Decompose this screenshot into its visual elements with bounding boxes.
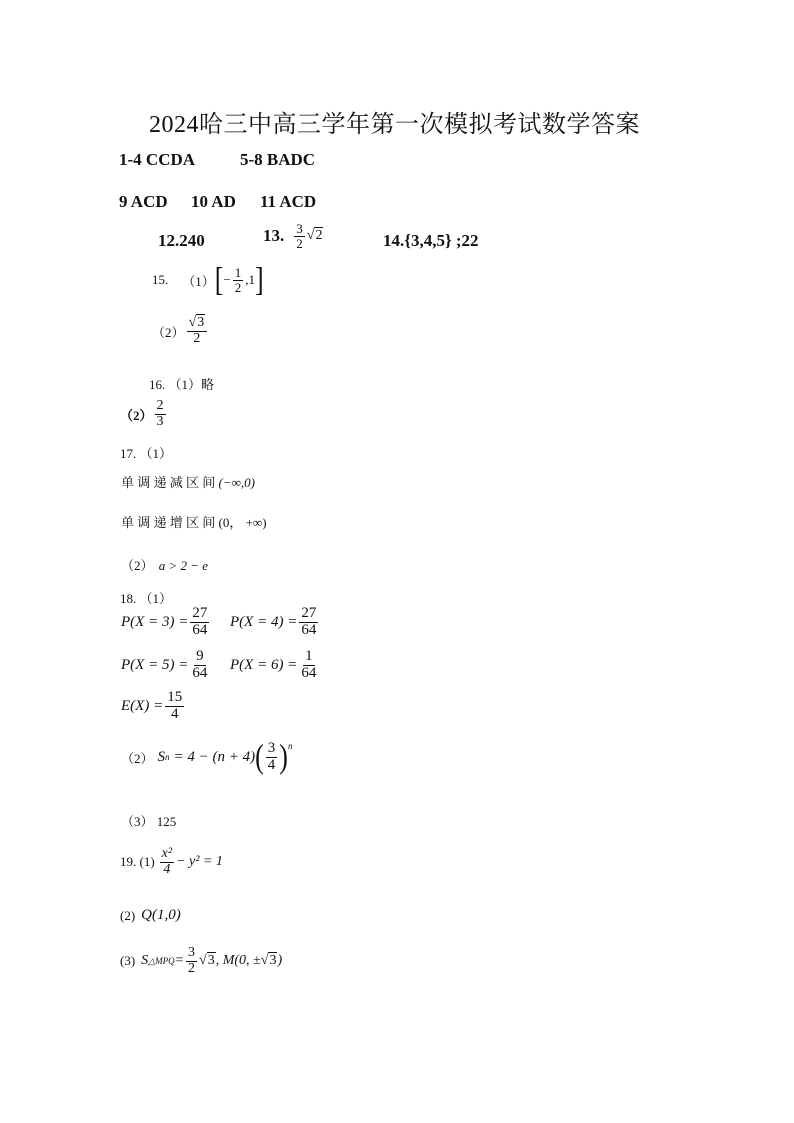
- answer-16-p2-num: 2: [156, 398, 164, 413]
- answer-18-p2-num: 3: [267, 740, 276, 756]
- answer-18-p2-mid: = 4 − (n + 4): [173, 748, 256, 765]
- answer-18-px4-lhs: P(X = 4) =: [230, 613, 298, 630]
- answer-18-px3-num: 27: [192, 605, 208, 621]
- answer-18-ex-lhs: E(X) =: [121, 697, 164, 714]
- answer-18-px5-den: 64: [192, 664, 208, 681]
- answer-19-p3-end: ): [277, 953, 283, 969]
- answer-13-label: 13.: [263, 226, 285, 246]
- answer-18-px3-den: 64: [192, 621, 208, 638]
- answer-17-inc-interval: (0， +∞): [218, 515, 267, 530]
- answer-19-p3-eq: =: [174, 953, 185, 969]
- answer-19-part2-label: (2): [120, 907, 136, 923]
- answer-17-part2-label: （2）: [121, 558, 154, 573]
- answer-17-part2-expr: a > 2 − e: [158, 558, 209, 573]
- answer-18-px3-lhs: P(X = 3) =: [121, 613, 189, 630]
- answer-9: 9 ACD: [119, 192, 168, 211]
- answer-19-p3-den: 2: [188, 960, 196, 976]
- answer-18-p2-sub: n: [165, 752, 170, 763]
- answer-18-px6-num: 1: [305, 648, 313, 664]
- answer-19-label: 19. (1): [120, 854, 155, 870]
- answer-18-px5-num: 9: [196, 648, 204, 664]
- answer-13-num: 3: [296, 221, 303, 236]
- page-title: 2024哈三中高三学年第一次模拟考试数学答案: [149, 112, 640, 138]
- answer-19-den: 4: [163, 861, 171, 877]
- answer-17-dec-text: 单 调 递 减 区 间: [121, 475, 216, 490]
- answer-18-px5: [121, 649, 211, 682]
- answer-18-ex-num: 15: [167, 689, 183, 705]
- answer-17-increasing: [121, 512, 267, 531]
- answer-15-part1: 15. （1） [ − $\frac{1}{2}$ ,1 ]: [152, 260, 264, 299]
- answer-15-p1-den: 2: [234, 279, 242, 295]
- answer-18-px4-num: 27: [301, 605, 317, 621]
- answer-19-part1: [120, 847, 223, 877]
- answer-17-dec-interval: (−∞,0): [218, 475, 255, 490]
- answer-19-p3-root2: 3: [269, 953, 277, 969]
- answer-15-p1-rest: ,1: [245, 272, 256, 288]
- answer-15-part2: （2） $\frac{√3}{2}$: [152, 316, 209, 346]
- answer-19-p3-lhs: S: [141, 953, 149, 969]
- answer-19-num: x²: [161, 846, 173, 861]
- answer-18-px3: [121, 606, 211, 639]
- answer-17-inc-text: 单 调 递 增 区 间: [121, 515, 216, 530]
- answer-17-label: 17. （1）: [120, 446, 173, 461]
- answer-11: 11 ACD: [260, 192, 317, 211]
- answer-19-part2-expr: Q(1,0): [141, 907, 181, 923]
- answer-19-part3: (3) S △MPQ = $\frac{3}{2}$ √3 , M(0, ± √3 ): [120, 945, 283, 976]
- answer-15-part2-label: （2）: [152, 324, 185, 340]
- answer-13-den: 2: [296, 235, 303, 251]
- answer-16-part2: [120, 399, 168, 429]
- answer-16-part1: 16. （1）略: [149, 377, 215, 392]
- answer-15-p2-den: 2: [193, 330, 201, 346]
- answer-18-p2-den: 4: [267, 756, 276, 773]
- answer-18-expectation: [121, 690, 186, 723]
- answer-13: 13. $\frac{3}{2}$ √2: [263, 221, 323, 251]
- answer-19-part3-label: (3): [120, 953, 136, 969]
- answer-18-p2-sup: n: [287, 741, 293, 751]
- answer-15-p1-num: 1: [234, 265, 242, 280]
- answer-18-part2-label: （2）: [121, 750, 154, 766]
- answer-18-px6: [230, 649, 320, 682]
- answer-18-px4-den: 64: [301, 621, 317, 638]
- answer-17-part2: [121, 555, 208, 574]
- answer-18-label: 18. （1）: [120, 591, 173, 606]
- answer-19-p3-num: 3: [188, 945, 196, 960]
- answer-15-label: 15.: [152, 272, 169, 288]
- answer-13-root: 2: [315, 228, 323, 244]
- answer-16-p2-den: 3: [156, 413, 164, 429]
- answer-15-part1-label: （1）: [182, 273, 215, 289]
- answer-16-part2-label: （2）: [120, 407, 153, 423]
- answer-19-p3-mid: , M(0, ±: [215, 953, 261, 969]
- answer-18-part3: （3） 125: [121, 814, 177, 829]
- answer-18-px6-den: 64: [301, 664, 317, 681]
- answer-10: 10 AD: [191, 192, 236, 211]
- answer-18-part2: （2） S n = 4 − (n + 4) ( $\frac{3}{4}$ ) $^n$: [121, 737, 293, 776]
- answer-14: 14.{3,4,5} ;22: [383, 231, 479, 250]
- answers-5-8: 5-8 BADC: [240, 150, 316, 169]
- answer-18-px4: [230, 606, 320, 639]
- answer-19-rest: − y² = 1: [176, 854, 223, 870]
- answer-18-ex-den: 4: [170, 705, 179, 722]
- answer-19-p3-root1: 3: [207, 953, 215, 969]
- answer-17-decreasing: [121, 472, 255, 491]
- answer-19-p3-sub: △MPQ: [148, 955, 175, 966]
- answer-19-part2: [120, 907, 181, 924]
- answer-18-p2-lhs: S: [157, 748, 166, 765]
- answer-18-px6-lhs: P(X = 6) =: [230, 656, 298, 673]
- answer-12: 12.240: [158, 231, 205, 250]
- answers-1-4: 1-4 CCDA: [119, 150, 196, 169]
- answer-18-px5-lhs: P(X = 5) =: [121, 656, 189, 673]
- answer-15-p2-root: 3: [197, 315, 205, 330]
